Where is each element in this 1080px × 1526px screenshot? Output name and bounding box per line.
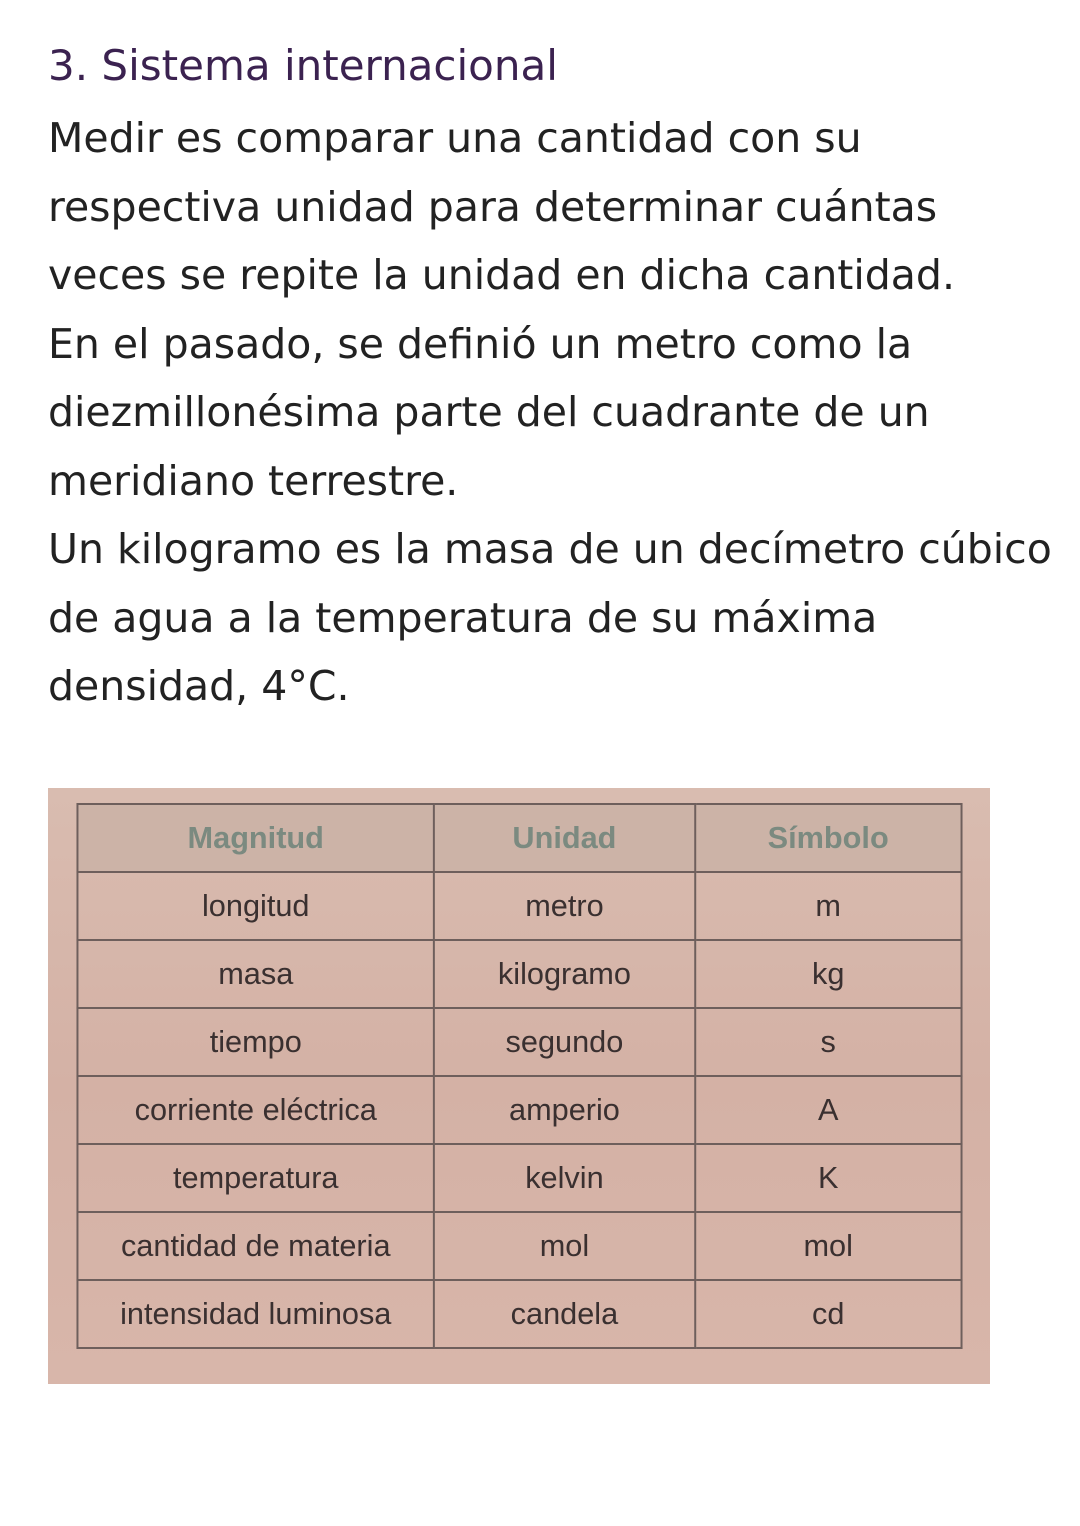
cell-magnitud: masa	[77, 940, 434, 1008]
cell-unidad: segundo	[434, 1008, 695, 1076]
table-header-row	[77, 804, 961, 872]
cell-magnitud: temperatura	[77, 1144, 434, 1212]
table-row	[77, 1076, 961, 1144]
cell-magnitud: tiempo	[77, 1008, 434, 1076]
cell-unidad: amperio	[434, 1076, 695, 1144]
cell-unidad: kelvin	[434, 1144, 695, 1212]
paragraph-kilogramo: Un kilogramo es la masa de un decímetro cúbico de agua a la temperatura de su máxima densidad, 4°C.	[48, 525, 1052, 710]
paragraph-definition: Medir es comparar una cantidad con su respectiva unidad para determinar cuántas veces se repite la unidad en dicha cantidad.	[48, 114, 955, 299]
table-row	[77, 1008, 961, 1076]
paragraph-metro: En el pasado, se definió un metro como la diezmillonésima parte del cuadrante de un meridiano terrestre.	[48, 319, 930, 505]
table-row	[77, 872, 961, 940]
cell-simbolo: mol	[695, 1212, 962, 1280]
cell-magnitud: cantidad de materia	[77, 1212, 434, 1280]
cell-unidad: mol	[434, 1212, 695, 1280]
cell-simbolo: K	[695, 1144, 962, 1212]
cell-simbolo: s	[695, 1008, 962, 1076]
cell-magnitud: intensidad luminosa	[77, 1280, 434, 1348]
cell-unidad: candela	[434, 1280, 695, 1348]
cell-magnitud: corriente eléctrica	[77, 1076, 434, 1144]
table-row	[77, 1144, 961, 1212]
table-row	[77, 940, 961, 1008]
cell-simbolo: cd	[695, 1280, 962, 1348]
table-row	[77, 1212, 961, 1280]
cell-simbolo: m	[695, 872, 962, 940]
cell-simbolo: A	[695, 1076, 962, 1144]
si-units-table	[76, 803, 962, 1349]
body-text	[48, 104, 1058, 721]
header-simbolo: Símbolo	[695, 804, 962, 872]
table-row	[77, 1280, 961, 1348]
cell-unidad: metro	[434, 872, 695, 940]
table-photo	[48, 788, 990, 1384]
header-magnitud: Magnitud	[77, 804, 434, 872]
cell-magnitud: longitud	[77, 872, 434, 940]
section-title: 3. Sistema internacional	[48, 41, 558, 90]
cell-simbolo: kg	[695, 940, 962, 1008]
header-unidad: Unidad	[434, 804, 695, 872]
cell-unidad: kilogramo	[434, 940, 695, 1008]
